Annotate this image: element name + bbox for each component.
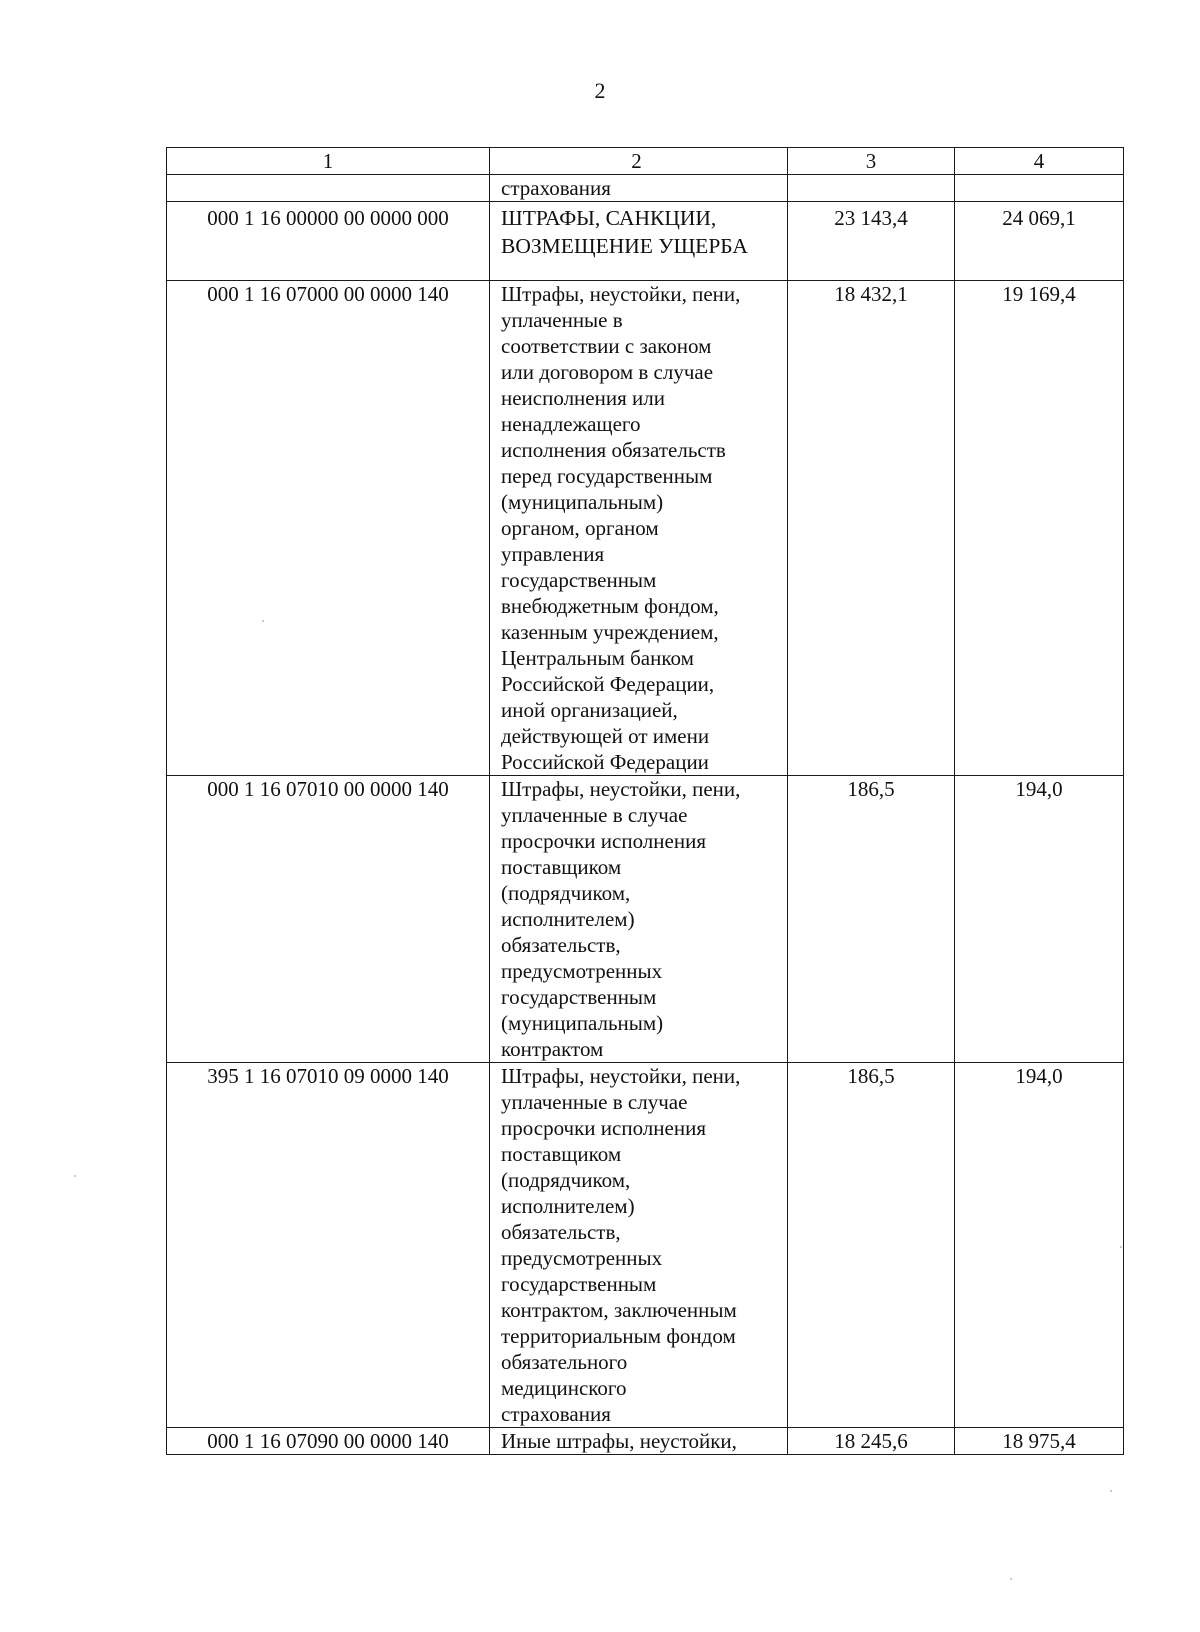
row-name-cell: Штрафы, неустойки, пени, уплаченные в соответствии с законом или договором в случае неисполнения или ненадлежащего исполнения обязательств перед государственным (муниципальным) органом, органом управления государственным внебюджетным фондом, казенным учреждением, Центральным банком Российской Федерации, иной организацией, действующей от имени Российской Федерации bbox=[490, 281, 788, 776]
row-code-cell: 000 1 16 00000 00 0000 000 bbox=[167, 202, 490, 281]
row-value-3-cell: 18 432,1 bbox=[788, 281, 955, 776]
row-code-cell: 000 1 16 07000 00 0000 140 bbox=[167, 281, 490, 776]
continuation-code-cell bbox=[167, 175, 490, 202]
row-value-3-cell: 186,5 bbox=[788, 776, 955, 1063]
table-header-row bbox=[167, 148, 1124, 175]
row-code-cell: 000 1 16 07010 00 0000 140 bbox=[167, 776, 490, 1063]
table-row bbox=[167, 776, 1124, 1063]
row-value-3-cell: 186,5 bbox=[788, 1063, 955, 1428]
row-value-4-cell: 24 069,1 bbox=[955, 202, 1124, 281]
continuation-name-cell: страхования bbox=[490, 175, 788, 202]
row-name-cell: ШТРАФЫ, САНКЦИИ, ВОЗМЕЩЕНИЕ УЩЕРБА bbox=[490, 202, 788, 281]
scan-speck bbox=[1110, 1490, 1112, 1492]
table-row bbox=[167, 1428, 1124, 1455]
row-value-4-cell: 194,0 bbox=[955, 776, 1124, 1063]
row-value-4-cell: 194,0 bbox=[955, 1063, 1124, 1428]
header-cell-3: 3 bbox=[788, 148, 955, 175]
row-value-3-cell: 23 143,4 bbox=[788, 202, 955, 281]
row-value-4-cell: 18 975,4 bbox=[955, 1428, 1124, 1455]
table-row bbox=[167, 281, 1124, 776]
continuation-row bbox=[167, 175, 1124, 202]
table-row bbox=[167, 202, 1124, 281]
header-cell-1: 1 bbox=[167, 148, 490, 175]
continuation-value-4-cell bbox=[955, 175, 1124, 202]
row-value-3-cell: 18 245,6 bbox=[788, 1428, 955, 1455]
row-name-cell: Штрафы, неустойки, пени, уплаченные в случае просрочки исполнения поставщиком (подрядчиком, исполнителем) обязательств, предусмотренных государственным (муниципальным) контрактом bbox=[490, 776, 788, 1063]
continuation-value-3-cell bbox=[788, 175, 955, 202]
row-value-4-cell: 19 169,4 bbox=[955, 281, 1124, 776]
scan-speck bbox=[74, 1175, 76, 1177]
row-name-cell: Иные штрафы, неустойки, bbox=[490, 1428, 788, 1455]
scan-speck bbox=[1010, 1578, 1012, 1580]
header-cell-2: 2 bbox=[490, 148, 788, 175]
row-code-cell: 395 1 16 07010 09 0000 140 bbox=[167, 1063, 490, 1428]
header-cell-4: 4 bbox=[955, 148, 1124, 175]
scan-speck bbox=[1120, 1246, 1122, 1248]
row-name-cell: Штрафы, неустойки, пени, уплаченные в случае просрочки исполнения поставщиком (подрядчиком, исполнителем) обязательств, предусмотренных государственным контрактом, заключенным территориальным фондом обязательного медицинского страхования bbox=[490, 1063, 788, 1428]
budget-revenue-table bbox=[166, 147, 1124, 1455]
table-row bbox=[167, 1063, 1124, 1428]
page-number: 2 bbox=[594, 78, 606, 103]
scan-speck bbox=[262, 620, 264, 622]
row-code-cell: 000 1 16 07090 00 0000 140 bbox=[167, 1428, 490, 1455]
